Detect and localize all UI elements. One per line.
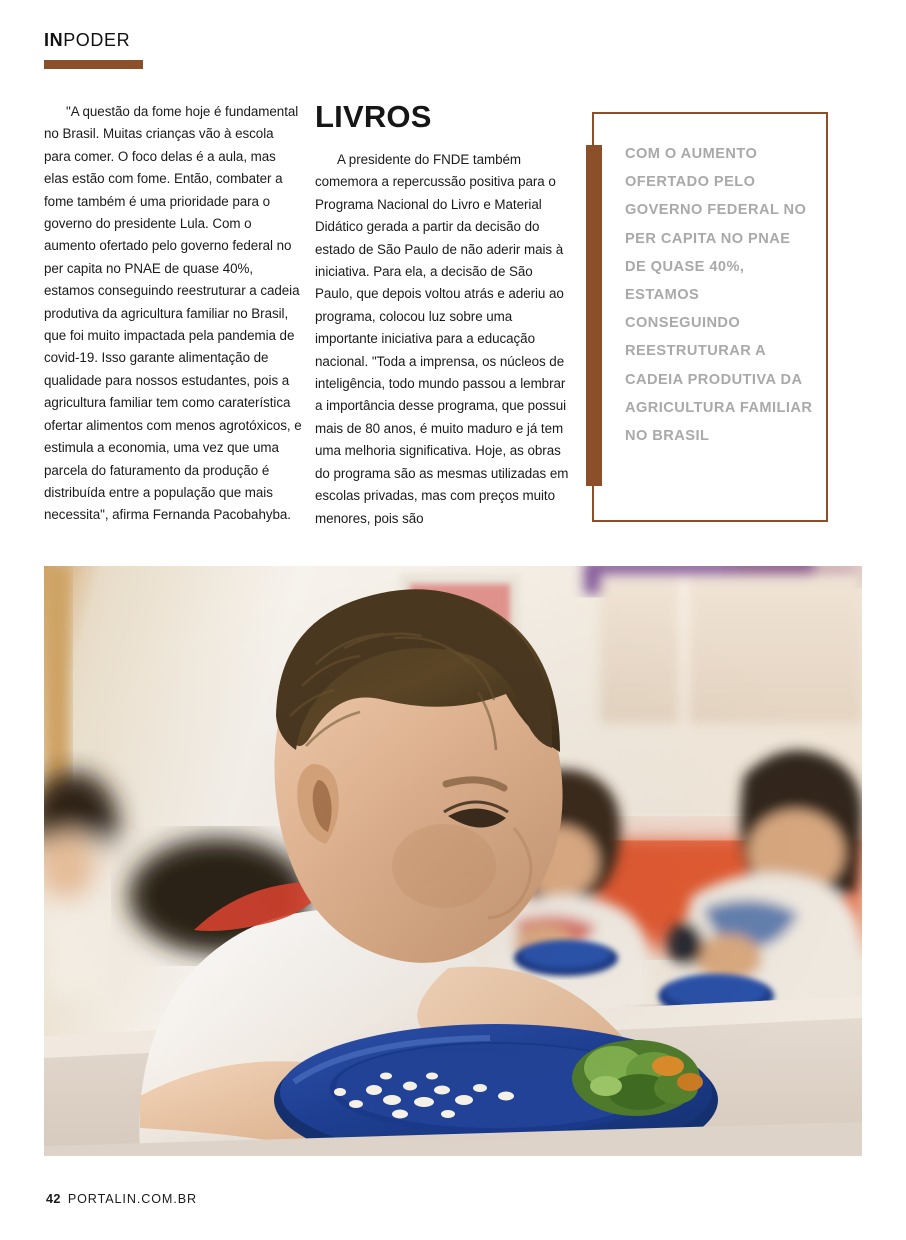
photo-illustration (44, 566, 862, 1156)
masthead (44, 30, 130, 51)
pullquote-text: COM O AUMENTO OFERTADO PELO GOVERNO FEDERAL NO PER CAPITA NO PNAE DE QUASE 40%, ESTAMOS CONSEGUINDO REESTRUTURAR A CADEIA PRODUTIVA DA AGRICULTURA FAMILIAR NO BRASIL (625, 146, 813, 445)
website-label: PORTALIN.COM.BR (67, 1192, 198, 1206)
masthead-rule (44, 60, 143, 69)
article-column-one (44, 101, 302, 527)
pullquote-accent-bar (586, 145, 602, 486)
article-column-two (315, 149, 573, 530)
page-footer (46, 1192, 197, 1206)
article-photo (44, 566, 862, 1156)
column-two-text: A presidente do FNDE também comemora a repercussão positiva para o Programa Nacional do Livro e Material Didático gerada a partir da decisão do estado de São Paulo de não aderir mais à iniciativa. Para ela, a decisão de São Paulo, que depois voltou atrás e aderiu ao programa, colocou luz sobre uma importante iniciativa para a educação nacional. "Toda a imprensa, os núcleos de inteligência, todo mundo passou a lembrar a importância desse programa, que possui mais de 80 anos, é muito maduro e já tem uma melhoria significativa. Hoje, as obras do programa são as mesmas utilizadas em escolas privadas, mas com preços muito menores, pois são (315, 152, 569, 526)
page-number: 42 (46, 1192, 61, 1206)
section-title: LIVROS (315, 99, 432, 134)
masthead-rest-part: PODER (63, 30, 131, 50)
masthead-bold-part: IN (44, 30, 64, 50)
column-one-text: "A questão da fome hoje é fundamental no Brasil. Muitas crianças vão à escola para comer. O foco delas é a aula, mas elas estão com fome. Então, combater a fome também é uma prioridade para o governo do presidente Lula. Com o aumento ofertado pelo governo federal no per capita no PNAE de quase 40%, estamos conseguindo reestruturar a cadeia produtiva da agricultura familiar no Brasil, que foi muito impactada pela pandemia de covid-19. Isso garante alimentação de qualidade para nossos estudantes, pois a agricultura familiar tem como caraterística ofertar alimentos com menos agrotóxicos, e estimula a economia, uma vez que uma parcela do faturamento da produção é distribuída entre a população que mais necessita", afirma Fernanda Pacobahyba. (44, 104, 302, 523)
